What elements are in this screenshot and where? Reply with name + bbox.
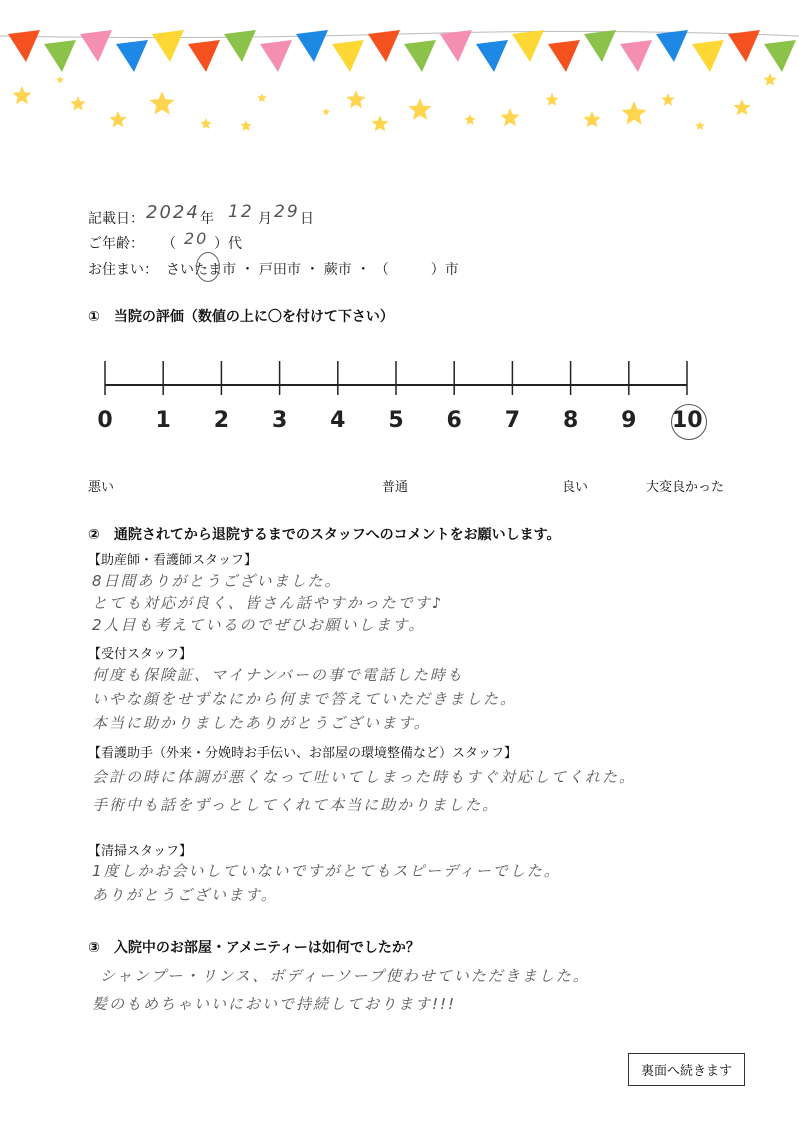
pennant-flag <box>440 30 472 62</box>
pennant-flag <box>476 40 508 72</box>
section-heading-cleaning: 【清掃スタッフ】 <box>88 844 193 859</box>
bunting-banner <box>0 0 799 150</box>
comment-line: とても対応が良く、皆さん話やすかったです♪ <box>92 594 444 612</box>
pennant-flag <box>728 30 760 62</box>
scale-number: 5 <box>388 408 404 433</box>
q3-title: ③ 入院中のお部屋・アメニティーは如何でしたか？ <box>88 940 420 956</box>
star-icon <box>70 96 85 111</box>
age-close: ）代 <box>214 236 242 252</box>
pennant-flag <box>8 30 40 62</box>
pennant-flag <box>368 30 400 62</box>
residence-options: さいたま市 ・ 戸田市 ・ 蕨市 ・ （ ）市 <box>166 262 459 278</box>
star-icon <box>622 101 647 125</box>
star-icon <box>240 120 251 131</box>
star-icon <box>109 111 126 127</box>
day-label: 日 <box>300 211 314 227</box>
star-icon <box>583 111 600 127</box>
comment-line: ありがとうございます。 <box>92 886 278 904</box>
label-good: 良い <box>562 480 589 495</box>
age-value: 20 <box>184 229 209 248</box>
comment-line: 手術中も話をずっとしてくれて本当に助かりました。 <box>92 796 500 814</box>
comment-line: 本当に助かりましたありがとうございます。 <box>92 714 431 732</box>
comment-line: 1度しかお会いしていないですがとてもスピーディーでした。 <box>92 862 561 880</box>
pennant-flag <box>512 30 544 62</box>
star-icon <box>763 73 776 86</box>
star-icon <box>257 93 267 102</box>
comment-line: 2人目も考えているのでぜひお願いします。 <box>92 616 426 634</box>
pennant-flag <box>584 30 616 62</box>
month-label: 月 <box>258 211 272 227</box>
pennant-flag <box>332 40 364 72</box>
q2-title: ② 通院されてから退院するまでのスタッフへのコメントをお願いします。 <box>88 527 561 543</box>
comment-line: 何度も保険証、マイナンバーの事で電話した時も <box>92 666 464 684</box>
pennant-flag <box>116 40 148 72</box>
section-heading-assistant: 【看護助手（外来・分娩時お手伝い、お部屋の環境整備など）スタッフ】 <box>88 746 518 761</box>
pennant-flag <box>656 30 688 62</box>
scale-number: 1 <box>155 408 171 433</box>
label-bad: 悪い <box>88 480 115 495</box>
scale-number: 9 <box>621 408 637 433</box>
comment-line: 髪のもめちゃいいにおいで持続しております!!! <box>92 995 457 1013</box>
star-icon <box>322 108 330 115</box>
scale-number: 10 <box>672 408 703 433</box>
month-value: 12 <box>228 202 254 222</box>
comment-line: シャンプー・リンス、ボディーソープ使わせていただきました。 <box>100 967 590 985</box>
star-icon <box>733 99 750 115</box>
rating-scale-line <box>95 355 705 405</box>
age-open: （ <box>162 236 176 252</box>
pennant-flag <box>260 40 292 72</box>
scale-number: 2 <box>213 408 230 433</box>
section-heading-reception: 【受付スタッフ】 <box>88 647 193 662</box>
star-icon <box>150 91 175 115</box>
star-icon <box>501 108 520 126</box>
year-value: 2024 <box>146 202 200 223</box>
q1-title: ① 当院の評価（数値の上に〇を付けて下さい） <box>88 309 394 325</box>
star-icon <box>545 93 558 106</box>
selected-rating-circle <box>671 404 707 440</box>
pennant-flag <box>764 40 796 72</box>
pennant-flag <box>620 40 652 72</box>
residence-selected-circle <box>196 252 220 282</box>
comment-line: 会計の時に体調が悪くなって吐いてしまった時もすぐ対応してくれた。 <box>92 768 637 786</box>
label-normal: 普通 <box>382 480 409 495</box>
pennant-flag <box>152 30 184 62</box>
pennant-flag <box>692 40 724 72</box>
continue-box <box>628 1053 745 1086</box>
scale-number: 7 <box>504 408 521 433</box>
pennant-flag <box>548 40 580 72</box>
comment-line: いやな顔をせずなにから何まで答えていただきました。 <box>92 690 518 708</box>
age-label: ご年齢： <box>88 236 144 252</box>
comment-line: 8日間ありがとうございました。 <box>92 572 342 590</box>
scale-number: 0 <box>97 408 113 433</box>
pennant-flag <box>404 40 436 72</box>
section-heading-nurse: 【助産師・看護師スタッフ】 <box>88 553 258 568</box>
star-icon <box>13 86 32 104</box>
date-label: 記載日： <box>88 211 144 227</box>
scale-number: 6 <box>446 408 462 433</box>
scale-number: 4 <box>330 408 346 433</box>
residence-label: お住まい： <box>88 262 158 278</box>
star-icon <box>200 118 211 129</box>
pennant-flag <box>296 30 328 62</box>
scale-number: 3 <box>271 408 288 433</box>
star-icon <box>409 98 432 120</box>
star-icon <box>464 114 475 125</box>
pennant-flag <box>224 30 256 62</box>
pennant-flags <box>0 30 799 72</box>
continue-label: 裏面へ続きます <box>641 1064 733 1079</box>
star-icon <box>371 115 388 131</box>
pennant-flag <box>44 40 76 72</box>
day-value: 29 <box>274 202 300 222</box>
year-label: 年 <box>200 211 214 227</box>
label-very-good: 大変良かった <box>646 480 725 495</box>
star-icon <box>347 90 366 108</box>
star-icon <box>56 76 64 83</box>
star-icon <box>661 93 674 106</box>
star-decorations <box>13 73 777 131</box>
star-icon <box>695 121 705 130</box>
scale-number: 8 <box>562 408 579 433</box>
pennant-flag <box>80 30 112 62</box>
date-row <box>88 208 144 228</box>
pennant-flag <box>188 40 220 72</box>
